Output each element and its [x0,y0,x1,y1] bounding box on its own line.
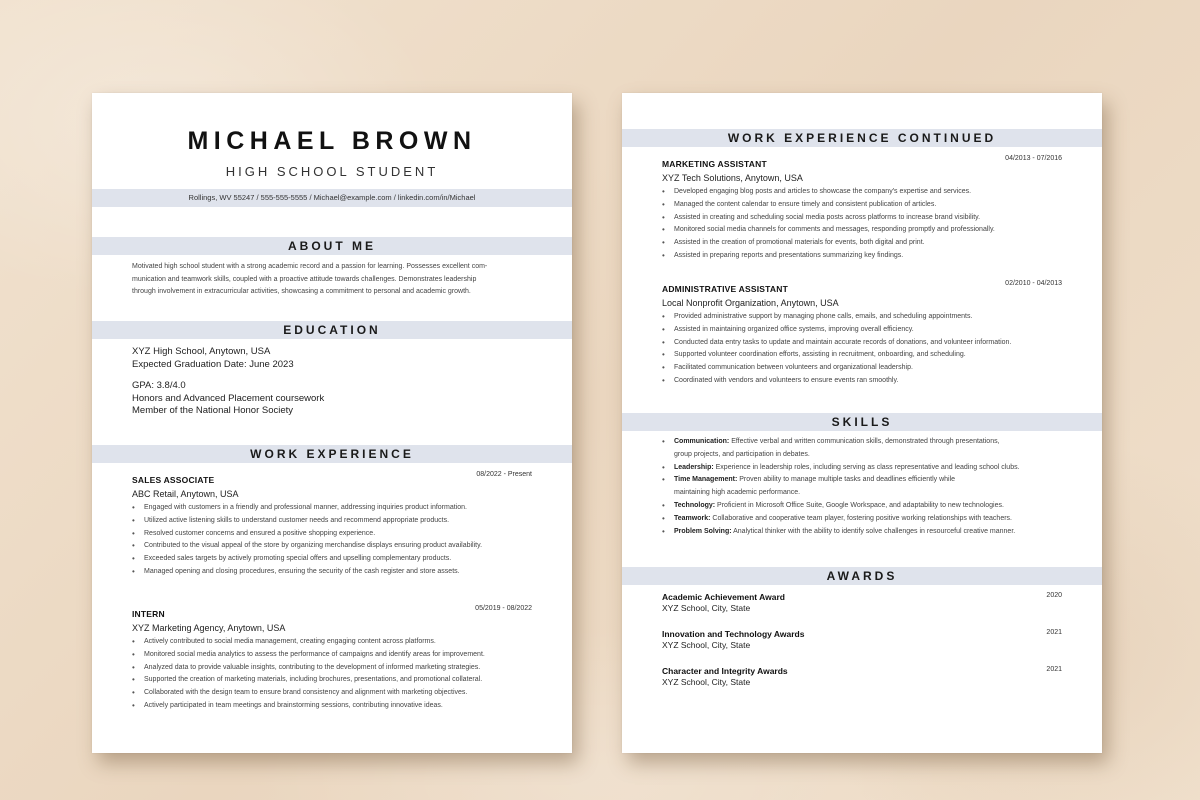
list-item: • Contributed to the visual appeal of the store by organizing merchandise displays ensuring product availability. [132,541,483,551]
education-school: XYZ High School, Anytown, USA [132,346,271,357]
list-item: • Supported the creation of marketing materials, including brochures, presentations, and promotional collateral. [132,675,483,685]
award-year: 2020 [1046,592,1062,599]
list-item: • Time Management: Proven ability to manage multiple tasks and deadlines efficiently while [662,475,956,485]
list-item: • Teamwork: Collaborative and cooperative team player, fostering positive working relationships with teachers. [662,513,1012,523]
list-item: • Exceeded sales targets by actively promoting special offers and upselling complementary products. [132,554,452,564]
award-year: 2021 [1046,666,1062,673]
awards-title: AWARDS [826,569,898,583]
list-item: • Leadership: Experience in leadership roles, including serving as class representative and leading school clubs. [662,462,1020,472]
list-item: • Analyzed data to provide valuable insights, contributing to the development of informed marketing strategies. [132,662,481,672]
job-title: MARKETING ASSISTANT [662,159,767,169]
contact-band [92,189,572,207]
education-graduation: Expected Graduation Date: June 2023 [132,358,294,370]
job-bullets [662,311,1067,388]
awards-header [622,567,1102,585]
education-gpa: GPA: 3.8/4.0 [132,380,186,391]
job-header [662,279,1062,308]
job-bullets [132,502,537,579]
job-header [132,604,532,633]
list-item: maintaining high academic performance. [674,489,801,497]
skills-title: SKILLS [831,415,893,429]
job-date: 05/2019 - 08/2022 [475,605,532,612]
about-line: through involvement in extracurricular activities, showcasing a commitment to personal and academic growth. [132,288,471,296]
list-item: • Actively participated in team meetings and brainstorming sessions, contributing innovative ideas. [132,700,443,710]
job-bullets [132,636,537,713]
award-item [662,666,1062,687]
about-title: ABOUT ME [288,239,376,253]
work-header [92,445,572,463]
work-continued-title: WORK EXPERIENCE CONTINUED [727,131,997,145]
list-item: • Supported volunteer coordination efforts, assisting in recruitment, onboarding, and scheduling. [662,350,966,360]
job-date: 08/2022 - Present [476,471,532,478]
education-honors: Honors and Advanced Placement coursework [132,392,325,404]
list-item: • Managed the content calendar to ensure timely and consistent publication of articles. [662,199,937,209]
about-paragraph [132,261,536,299]
job-organization: XYZ Marketing Agency, Anytown, USA [132,623,286,633]
list-item: • Conducted data entry tasks to update and maintain accurate records of donations, and volunteer information. [662,337,1012,347]
about-line: munication and teamwork skills, coupled with a proactive attitude towards challenges. Demonstrates leadership [132,275,477,283]
list-item: • Monitored social media analytics to assess the performance of campaigns and identify areas for improvement. [132,649,485,659]
list-item: • Communication: Effective verbal and written communication skills, demonstrated through presentations, [662,437,1000,446]
list-item: • Assisted in maintaining organized office systems, improving overall efficiency. [662,324,914,334]
work-title: WORK EXPERIENCE [250,447,414,461]
award-item [662,592,1062,613]
skills-list [662,436,1067,538]
job-date: 04/2013 - 07/2016 [1005,155,1062,162]
award-organization: XYZ School, City, State [662,603,751,613]
list-item: • Technology: Proficient in Microsoft Office Suite, Google Workspace, and adaptability to new technologies. [662,500,1004,510]
award-organization: XYZ School, City, State [662,677,751,687]
list-item: • Monitored social media channels for comments and messages, responding promptly and professionally. [662,225,995,235]
list-item: • Utilized active listening skills to understand customer needs and recommend appropriate products. [132,515,450,525]
list-item: • Coordinated with vendors and volunteers to ensure events ran smoothly. [662,375,899,385]
list-item: • Resolved customer concerns and ensured a positive shopping experience. [132,528,376,538]
award-name: Character and Integrity Awards [662,666,788,676]
contact-line: Rollings, WV 55247 / 555-555-5555 / Michael@example.com / linkedin.com/in/Michael [188,193,476,202]
job-date: 02/2010 - 04/2013 [1005,280,1062,287]
job-title: ADMINISTRATIVE ASSISTANT [662,284,789,294]
job-organization: XYZ Tech Solutions, Anytown, USA [662,173,803,183]
list-item: • Provided administrative support by managing phone calls, emails, and scheduling appointments. [662,312,973,321]
education-block [132,346,536,418]
resume-page-2 [622,93,1102,753]
list-item: • Managed opening and closing procedures, ensuring the security of the cash register and store assets. [132,566,460,576]
job-bullets [662,186,1067,263]
job-organization: ABC Retail, Anytown, USA [132,489,239,499]
candidate-name: MICHAEL BROWN [187,127,477,155]
education-title: EDUCATION [283,323,381,337]
award-name: Academic Achievement Award [662,592,785,602]
job-header [662,154,1062,183]
list-item: • Assisted in the creation of promotional materials for events, both digital and print. [662,238,925,248]
job-title: SALES ASSOCIATE [132,475,215,485]
candidate-title: HIGH SCHOOL STUDENT [225,164,439,179]
education-society: Member of the National Honor Society [132,405,294,416]
job-organization: Local Nonprofit Organization, Anytown, USA [662,298,839,308]
about-line: Motivated high school student with a strong academic record and a passion for learning. Possesses excellent com- [132,263,488,270]
job-header [132,470,532,499]
work-continued-header [622,129,1102,147]
list-item: • Assisted in preparing reports and presentations summarizing key findings. [662,250,904,260]
award-name: Innovation and Technology Awards [662,629,805,639]
about-header [92,237,572,255]
list-item: • Problem Solving: Analytical thinker with the ability to identify solve challenges in resourceful creative manner. [662,526,1016,536]
list-item: • Assisted in creating and scheduling social media posts across platforms to increase brand visibility. [662,212,981,222]
list-item: • Developed engaging blog posts and articles to showcase the company's expertise and services. [662,187,972,196]
education-header [92,321,572,339]
list-item: • Engaged with customers in a friendly and professional manner, addressing inquiries product information. [132,503,467,512]
skills-header [622,413,1102,431]
award-organization: XYZ School, City, State [662,640,751,650]
job-title: INTERN [132,609,165,619]
list-item: • Facilitated communication between volunteers and organizational leadership. [662,363,913,373]
list-item: • Collaborated with the design team to ensure brand consistency and alignment with marketing objectives. [132,688,468,698]
list-item: • Actively contributed to social media management, creating engaging content across platforms. [132,637,436,646]
award-item [662,629,1062,650]
resume-page-1 [92,93,572,753]
list-item: group projects, and participation in debates. [674,450,810,458]
award-year: 2021 [1046,629,1062,636]
